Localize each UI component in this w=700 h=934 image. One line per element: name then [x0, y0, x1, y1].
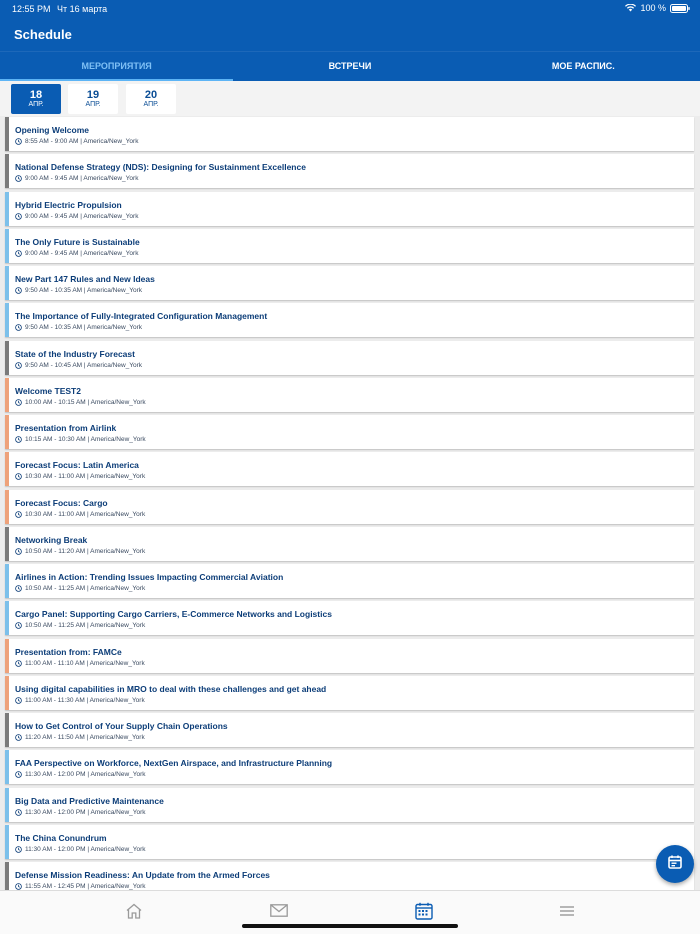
clock-icon — [15, 436, 22, 443]
session-time-text: 11:20 AM - 11:50 AM | America/New_York — [25, 734, 145, 741]
session-title: Defense Mission Readiness: An Update from the Armed Forces — [15, 870, 270, 880]
session-time-text: 10:30 AM - 11:00 AM | America/New_York — [25, 510, 146, 518]
tab-bar — [0, 51, 700, 81]
session-time — [15, 287, 142, 294]
home-indicator — [242, 924, 458, 928]
session-title: State of the Industry Forecast — [15, 348, 135, 359]
session-title: The Importance of Fully-Integrated Configuration Management — [15, 311, 268, 322]
battery-percent: 100 % — [640, 3, 666, 13]
session-time-text: 9:00 AM - 9:45 AM | America/New_York — [25, 249, 139, 257]
session-card[interactable] — [5, 527, 694, 561]
session-time — [15, 660, 145, 667]
session-time — [15, 511, 145, 518]
date-selector — [0, 81, 700, 116]
session-card[interactable] — [5, 452, 694, 486]
date-day: 20 — [144, 89, 158, 101]
session-time-text: 9:50 AM - 10:35 AM | America/New_York — [25, 287, 143, 294]
session-time — [15, 697, 145, 704]
session-time — [15, 548, 145, 555]
session-card[interactable] — [5, 750, 694, 784]
session-time-text: 10:30 AM - 11:00 AM | America/New_York — [25, 473, 146, 481]
session-time — [15, 883, 146, 890]
date-chip-20[interactable] — [126, 84, 176, 114]
clock-icon — [15, 250, 22, 257]
date-day: 18 — [29, 89, 43, 101]
session-card[interactable] — [5, 825, 694, 859]
session-title: Airlines in Action: Trending Issues Impacting Commercial Aviation — [15, 572, 284, 582]
session-title: Forecast Focus: Cargo — [15, 497, 108, 508]
session-time — [15, 175, 138, 182]
session-title: The Only Future is Sustainable — [15, 236, 140, 247]
page-title: Schedule — [14, 27, 72, 42]
tab-meetings[interactable]: ВСТРЕЧИ — [328, 61, 372, 71]
session-time — [15, 809, 146, 816]
session-title: Opening Welcome — [15, 125, 89, 135]
session-time-text: 9:50 AM - 10:35 AM | America/New_York — [25, 324, 143, 332]
session-time-text: 11:00 AM - 11:10 AM | America/New_York — [25, 659, 145, 667]
status-bar — [0, 0, 700, 18]
session-card[interactable] — [5, 192, 694, 226]
session-time — [15, 846, 146, 853]
session-time-text: 11:30 AM - 12:00 PM | America/New_York — [25, 808, 146, 816]
clock-icon — [15, 175, 22, 182]
session-time — [15, 362, 142, 369]
session-title: The China Conundrum — [15, 832, 107, 843]
session-title: Presentation from: FAMCe — [15, 646, 122, 657]
session-time-text: 9:00 AM - 9:45 AM | America/New_York — [25, 212, 139, 220]
date-month: АПР. — [28, 101, 44, 108]
nav-home[interactable] — [124, 903, 144, 923]
session-title: Welcome TEST2 — [15, 385, 81, 396]
date-month: АПР. — [143, 101, 159, 108]
session-time — [15, 734, 145, 741]
session-card[interactable] — [5, 341, 694, 375]
session-card[interactable] — [5, 303, 694, 337]
session-time-text: 10:00 AM - 10:15 AM | America/New_York — [25, 398, 146, 406]
session-card[interactable] — [5, 378, 694, 412]
session-card[interactable] — [5, 713, 694, 747]
session-card[interactable] — [5, 154, 694, 188]
session-time — [15, 585, 145, 592]
clock-icon — [15, 399, 22, 406]
session-card[interactable] — [5, 415, 694, 449]
clock-icon — [15, 473, 22, 480]
clock-icon — [15, 548, 22, 555]
session-time-text: 10:50 AM - 11:20 AM | America/New_York — [25, 547, 146, 555]
session-time-text: 10:15 AM - 10:30 AM | America/New_York — [25, 436, 146, 443]
wifi-icon — [625, 4, 636, 12]
home-icon — [125, 903, 143, 924]
calendar-fab-button[interactable] — [656, 845, 694, 883]
clock-icon — [15, 660, 22, 667]
session-title: Big Data and Predictive Maintenance — [15, 795, 164, 806]
date-chip-19[interactable] — [68, 84, 118, 114]
mail-icon — [270, 904, 288, 922]
session-time-text: 8:55 AM - 9:00 AM | America/New_York — [25, 138, 139, 145]
clock-icon — [15, 771, 22, 778]
session-card[interactable] — [5, 788, 694, 822]
session-card[interactable] — [5, 490, 694, 524]
session-time-text: 11:30 AM - 12:00 PM | America/New_York — [25, 771, 146, 779]
session-time — [15, 436, 146, 443]
session-time-text: 10:50 AM - 11:25 AM | America/New_York — [25, 622, 146, 630]
clock-icon — [15, 511, 22, 518]
session-card[interactable] — [5, 229, 694, 263]
session-title: Hybrid Electric Propulsion — [15, 199, 122, 210]
nav-schedule[interactable] — [414, 903, 434, 923]
app-header — [0, 0, 700, 81]
session-time-text: 9:00 AM - 9:45 AM | America/New_York — [25, 175, 139, 183]
session-time-text: 9:50 AM - 10:45 AM | America/New_York — [25, 361, 143, 369]
session-time — [15, 473, 145, 480]
tab-my-schedule[interactable]: МОЕ РАСПИС. — [551, 61, 615, 71]
status-time: 12:55 PM — [12, 4, 51, 14]
nav-messages[interactable] — [269, 903, 289, 923]
session-title: Forecast Focus: Latin America — [15, 460, 139, 471]
session-time-text: 10:50 AM - 11:25 AM | America/New_York — [25, 585, 146, 592]
session-card[interactable] — [5, 676, 694, 710]
session-card[interactable] — [5, 639, 694, 673]
clock-icon — [15, 846, 22, 853]
calendar-icon — [667, 854, 683, 875]
date-day: 19 — [86, 89, 100, 101]
clock-icon — [15, 734, 22, 741]
calendar-icon — [415, 902, 433, 925]
nav-menu[interactable] — [557, 903, 577, 923]
clock-icon — [15, 585, 22, 592]
session-card[interactable] — [5, 117, 694, 151]
clock-icon — [15, 138, 22, 145]
tab-events[interactable]: МЕРОПРИЯТИЯ — [0, 52, 233, 81]
clock-icon — [15, 287, 22, 294]
session-time — [15, 250, 138, 257]
session-card[interactable] — [5, 601, 694, 635]
clock-icon — [15, 883, 22, 890]
clock-icon — [15, 213, 22, 220]
session-card[interactable] — [5, 266, 694, 300]
session-time — [15, 138, 138, 145]
session-title: National Defense Strategy (NDS): Designing for Sustainment Excellence — [15, 162, 306, 173]
session-title: New Part 147 Rules and New Ideas — [15, 274, 155, 284]
session-time — [15, 771, 146, 778]
clock-icon — [15, 622, 22, 629]
session-card[interactable] — [5, 564, 694, 598]
session-time — [15, 622, 145, 629]
session-title: Using digital capabilities in MRO to deal with these challenges and get ahead — [15, 683, 327, 694]
session-list[interactable] — [5, 117, 694, 899]
status-date: Чт 16 марта — [57, 4, 108, 14]
menu-icon — [559, 904, 575, 922]
session-time — [15, 324, 142, 331]
session-title: Presentation from Airlink — [15, 423, 117, 433]
session-time-text: 11:55 AM - 12:45 PM | America/New_York — [25, 883, 146, 890]
session-time — [15, 213, 138, 220]
date-month: АПР. — [85, 101, 101, 108]
clock-icon — [15, 697, 22, 704]
session-title: Cargo Panel: Supporting Cargo Carriers, E-Commerce Networks and Logistics — [15, 609, 332, 620]
status-indicators — [625, 3, 690, 13]
clock-icon — [15, 362, 22, 369]
clock-icon — [15, 324, 22, 331]
battery-icon — [670, 4, 690, 13]
session-title: Networking Break — [15, 534, 88, 545]
clock-icon — [15, 809, 22, 816]
session-title: How to Get Control of Your Supply Chain Operations — [15, 721, 228, 731]
session-time-text: 11:00 AM - 11:30 AM | America/New_York — [25, 696, 145, 704]
date-chip-18[interactable] — [11, 84, 61, 114]
session-title: FAA Perspective on Workforce, NextGen Airspace, and Infrastructure Planning — [15, 758, 333, 769]
session-time — [15, 399, 146, 406]
session-time-text: 11:30 AM - 12:00 PM | America/New_York — [25, 845, 146, 853]
